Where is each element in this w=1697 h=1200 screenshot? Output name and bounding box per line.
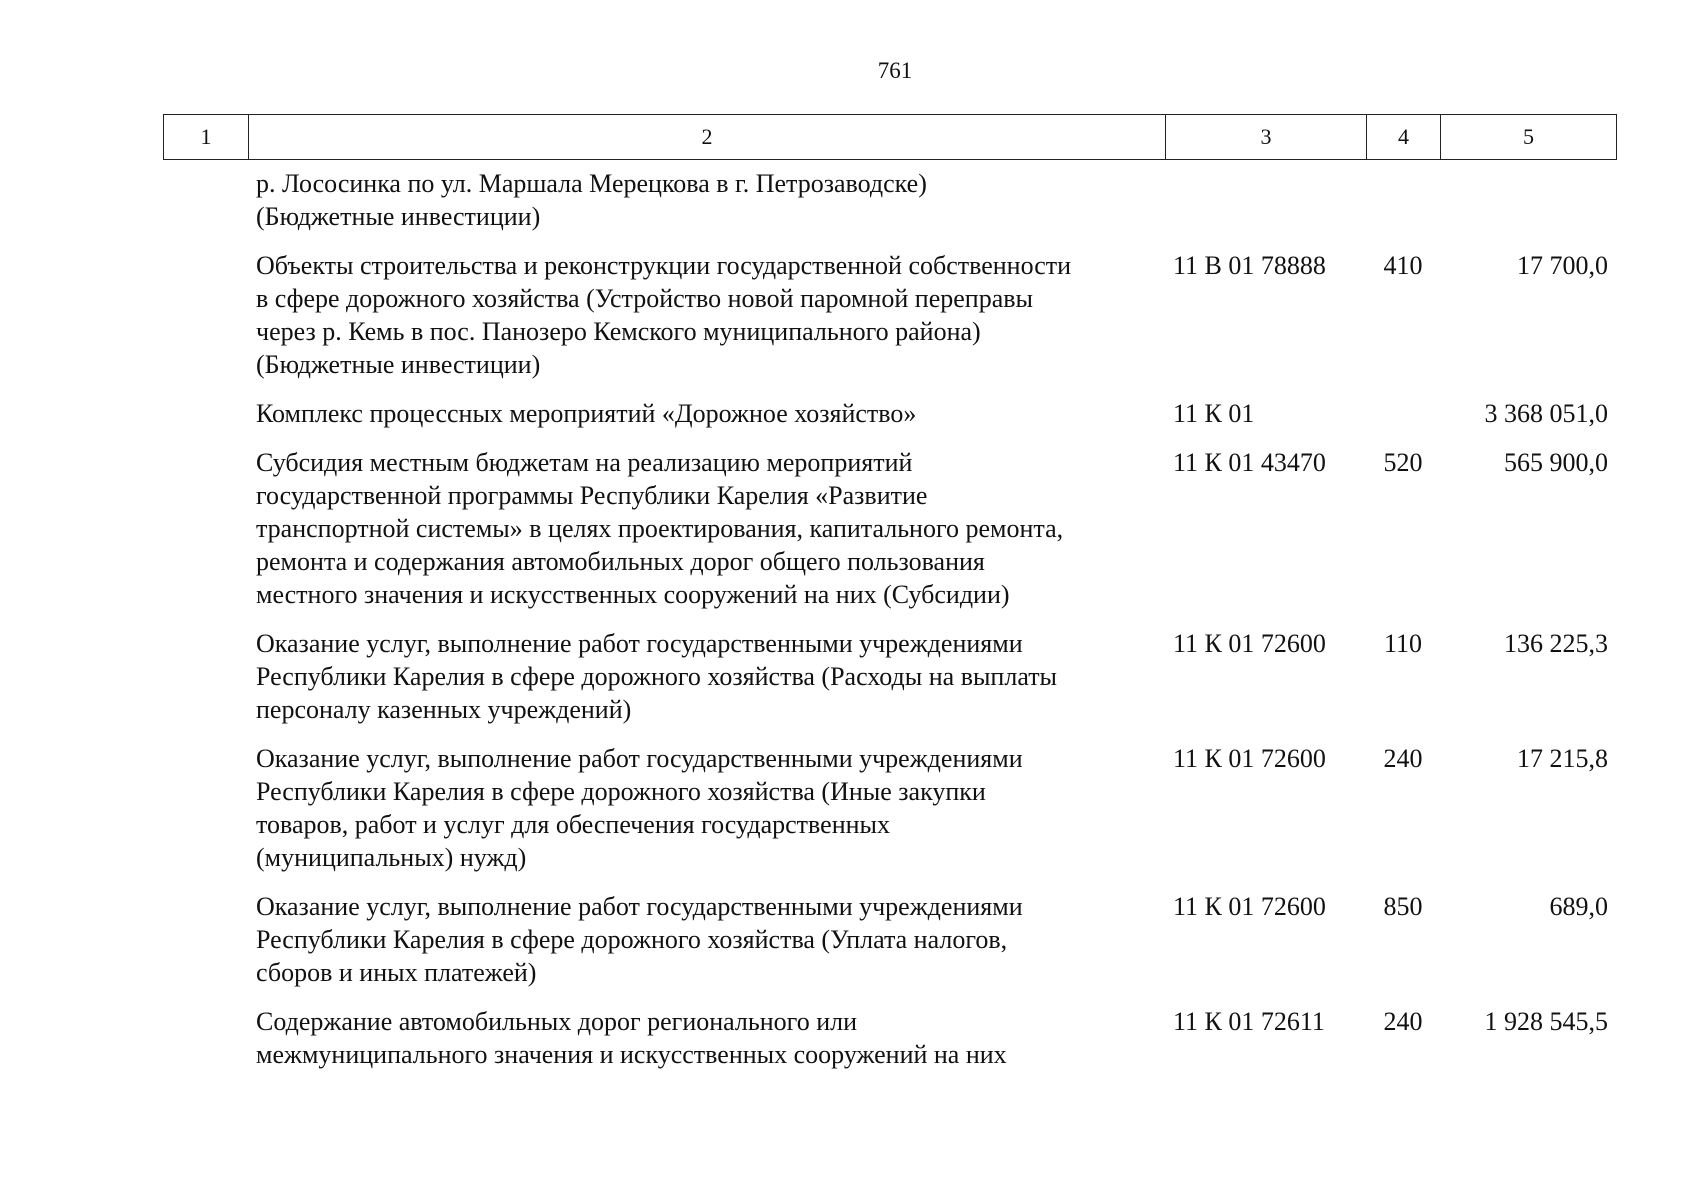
column-header-3: 3 — [1166, 115, 1367, 160]
table-row — [163, 397, 1616, 430]
row-code: 11 К 01 72600 — [1173, 629, 1326, 658]
column-header-5: 5 — [1441, 115, 1617, 160]
description-line: транспортной системы» в целях проектирования, капитального ремонта, — [256, 514, 1064, 543]
row-code: 11 К 01 72600 — [1173, 744, 1326, 773]
row-description — [248, 397, 1165, 430]
row-expense-type: 240 — [1383, 744, 1423, 773]
description-line: через р. Кемь в пос. Панозеро Кемского муниципального района) — [256, 317, 981, 346]
budget-table-body — [163, 167, 1616, 1087]
description-line: персоналу казенных учреждений) — [256, 695, 632, 724]
description-line: (муниципальных) нужд) — [256, 843, 527, 872]
description-line: сборов и иных платежей) — [256, 958, 537, 987]
row-expense-type: 520 — [1383, 448, 1423, 477]
row-amount: 3 368 051,0 — [1484, 399, 1608, 428]
row-expense-type: 240 — [1383, 1007, 1423, 1036]
description-line: государственной программы Республики Карелия «Развитие — [256, 481, 928, 510]
row-description — [248, 742, 1165, 874]
table-row — [163, 742, 1616, 874]
table-row — [163, 446, 1616, 611]
description-line: товаров, работ и услуг для обеспечения государственных — [256, 810, 890, 839]
row-amount: 136 225,3 — [1504, 629, 1608, 658]
row-expense-type — [1366, 167, 1440, 233]
row-amount: 17 700,0 — [1517, 251, 1608, 280]
table-row — [163, 627, 1616, 726]
row-expense-type: 410 — [1383, 251, 1423, 280]
description-line: Республики Карелия в сфере дорожного хозяйства (Расходы на выплаты — [256, 662, 1058, 691]
description-line: Оказание услуг, выполнение работ государственными учреждениями — [256, 629, 1023, 658]
description-line: местного значения и искусственных сооружений на них (Субсидии) — [256, 580, 1010, 609]
row-amount: 17 215,8 — [1517, 744, 1608, 773]
row-description — [248, 627, 1165, 726]
description-line: Республики Карелия в сфере дорожного хозяйства (Уплата налогов, — [256, 925, 1008, 954]
description-line: ремонта и содержания автомобильных дорог общего пользования — [256, 547, 985, 576]
description-line: Комплекс процессных мероприятий «Дорожное хозяйство» — [256, 399, 917, 428]
column-header-4: 4 — [1367, 115, 1441, 160]
row-expense-type: 850 — [1383, 892, 1423, 921]
row-expense-type — [1366, 397, 1440, 430]
column-header-1: 1 — [164, 115, 249, 160]
description-line: Оказание услуг, выполнение работ государственными учреждениями — [256, 744, 1023, 773]
description-line: в сфере дорожного хозяйства (Устройство новой паромной переправы — [256, 284, 1034, 313]
row-code: 11 К 01 — [1173, 399, 1255, 428]
row-amount: 1 928 545,5 — [1484, 1007, 1608, 1036]
description-line: р. Лососинка по ул. Маршала Мерецкова в г. Петрозаводске) — [256, 169, 927, 198]
row-amount — [1440, 167, 1616, 233]
column-header-2: 2 — [249, 115, 1166, 160]
column-header-table — [163, 114, 1617, 160]
table-row — [163, 890, 1616, 989]
table-row — [163, 167, 1616, 233]
description-line: Республики Карелия в сфере дорожного хозяйства (Иные закупки — [256, 777, 986, 806]
row-code: 11 В 01 78888 — [1173, 251, 1326, 280]
description-line: Субсидия местным бюджетам на реализацию мероприятий — [256, 448, 913, 477]
row-amount: 565 900,0 — [1504, 448, 1608, 477]
table-row — [163, 249, 1616, 381]
table-row — [163, 1005, 1616, 1071]
description-line: межмуниципального значения и искусственных сооружений на них — [256, 1040, 1007, 1069]
row-description — [248, 1005, 1165, 1071]
description-line: Оказание услуг, выполнение работ государственными учреждениями — [256, 892, 1023, 921]
column-header-row — [164, 115, 1617, 160]
description-line: Объекты строительства и реконструкции государственной собственности — [256, 251, 1072, 280]
row-code: 11 К 01 72611 — [1173, 1007, 1325, 1036]
row-code: 11 К 01 72600 — [1173, 892, 1326, 921]
row-code: 11 К 01 43470 — [1173, 448, 1326, 477]
description-line: Содержание автомобильных дорог регионального или — [256, 1007, 857, 1036]
row-description — [248, 167, 1165, 233]
row-expense-type: 110 — [1383, 629, 1423, 658]
row-description — [248, 890, 1165, 989]
row-description — [248, 249, 1165, 381]
description-line: (Бюджетные инвестиции) — [256, 350, 541, 379]
page-number: 761 — [877, 58, 913, 83]
description-line: (Бюджетные инвестиции) — [256, 202, 541, 231]
row-code — [1165, 167, 1366, 233]
row-amount: 689,0 — [1549, 892, 1608, 921]
row-description — [248, 446, 1165, 611]
